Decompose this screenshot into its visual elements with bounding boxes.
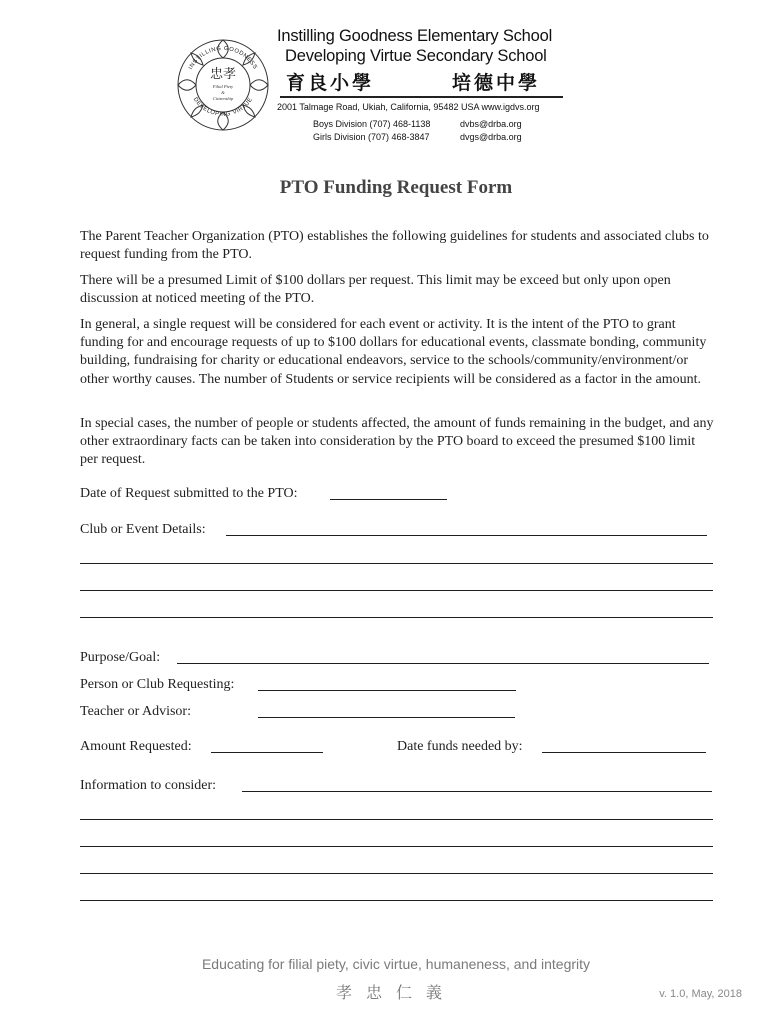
- date-of-request-label: Date of Request submitted to the PTO:: [80, 486, 298, 501]
- school-address: 2001 Talmage Road, Ukiah, California, 95482 USA www.igdvs.org: [277, 102, 540, 112]
- date-funds-needed-input[interactable]: [542, 752, 706, 753]
- information-line-4[interactable]: [80, 873, 713, 874]
- logo-center-line2: &: [221, 90, 225, 95]
- logo-center-cjk: 忠孝: [209, 67, 237, 82]
- elementary-school-name: Instilling Goodness Elementary School: [277, 27, 553, 45]
- date-of-request-input[interactable]: [330, 499, 447, 500]
- purpose-goal-input[interactable]: [177, 663, 709, 664]
- club-event-details-label: Club or Event Details:: [80, 522, 206, 537]
- school-seal-logo: [176, 38, 270, 132]
- amount-requested-label: Amount Requested:: [80, 739, 192, 754]
- information-line-3[interactable]: [80, 846, 713, 847]
- header-divider: [280, 96, 563, 98]
- teacher-advisor-label: Teacher or Advisor:: [80, 704, 191, 719]
- information-to-consider-label: Information to consider:: [80, 778, 217, 793]
- teacher-advisor-input[interactable]: [258, 717, 515, 718]
- club-event-details-line-3[interactable]: [80, 590, 713, 591]
- secondary-school-cjk-name: 培德中學: [452, 73, 541, 94]
- footer-motto: Educating for filial piety, civic virtue, humaneness, and integrity: [201, 956, 591, 972]
- information-line-5[interactable]: [80, 900, 713, 901]
- amount-requested-input[interactable]: [211, 752, 323, 753]
- general-paragraph: In general, a single request will be considered for each event or activity. It is the intent of the PTO to grant funding for and encourage requests of up to $100 dollars for educational events, classmate bonding, community building, fundraising for charity or educational endeavors, service to the schools/community/environment/or other worthy causes. The number of Students or service recipients will be considered as a factor in the amount.: [80, 317, 707, 387]
- purpose-goal-label: Purpose/Goal:: [80, 650, 161, 665]
- secondary-school-name: Developing Virtue Secondary School: [285, 47, 547, 65]
- information-to-consider-input[interactable]: [242, 791, 712, 792]
- club-event-details-line-2[interactable]: [80, 563, 713, 564]
- document-version: v. 1.0, May, 2018: [659, 988, 742, 1000]
- boys-division-phone: Boys Division (707) 468-1138: [313, 119, 431, 129]
- intro-paragraph: The Parent Teacher Organization (PTO) establishes the following guidelines for students and associated clubs to request funding from the PTO.: [80, 229, 709, 263]
- page-title: PTO Funding Request Form: [279, 177, 513, 198]
- logo-ring-top: INSTILLING GOODNESS: [187, 45, 259, 71]
- boys-division-email: dvbs@drba.org: [460, 119, 522, 129]
- footer-cjk-virtues: 孝忠仁義: [335, 985, 456, 1002]
- girls-division-email: dvgs@drba.org: [460, 132, 522, 142]
- information-line-2[interactable]: [80, 819, 713, 820]
- club-event-details-input[interactable]: [226, 535, 707, 536]
- logo-ring-bottom: DEVELOPING VIRTUE: [191, 96, 255, 118]
- person-or-club-label: Person or Club Requesting:: [80, 677, 235, 692]
- elementary-school-cjk-name: 育良小學: [286, 73, 375, 94]
- girls-division-phone: Girls Division (707) 468-3847: [313, 132, 430, 142]
- person-or-club-input[interactable]: [258, 690, 516, 691]
- logo-center-line1: Filial Piety: [212, 84, 234, 89]
- special-cases-paragraph: In special cases, the number of people or students affected, the amount of funds remaining in the budget, and any other extraordinary facts can be taken into consideration by the PTO board to exceed the presumed $100 limit per request.: [80, 416, 714, 468]
- limit-paragraph: There will be a presumed Limit of $100 dollars per request. This limit may be exceed but only upon open discussion at noticed meeting of the PTO.: [80, 273, 671, 307]
- club-event-details-line-4[interactable]: [80, 617, 713, 618]
- date-funds-needed-label: Date funds needed by:: [397, 739, 523, 754]
- logo-center-line3: Citizenship: [212, 96, 234, 101]
